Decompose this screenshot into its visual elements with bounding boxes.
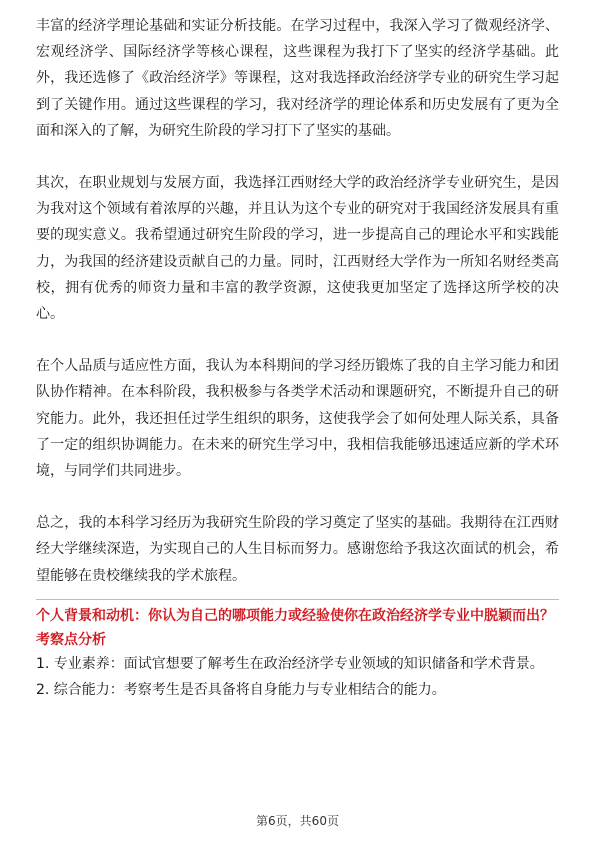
analysis-point-1: 1. 专业素养：面试官想要了解考生在政治经济学专业领域的知识储备和学术背景。 [36, 655, 544, 672]
page-content [36, 13, 559, 703]
analysis-heading: 考察点分析 [36, 631, 106, 648]
section-divider [36, 599, 559, 600]
body-paragraph-1: 丰富的经济学理论基础和实证分析技能。在学习过程中，我深入学习了微观经济学、宏观经济学、国际经济学等核心课程，这些课程为我打下了坚实的经济学基础。此外，我还选修了《政治经济学》等课程，这对我选择政治经济学专业的研究生学习起到了关键作用。通过这些课程的学习，我对经济学的理论体系和历史发展有了更为全面和深入的了解，为研究生阶段的学习打下了坚实的基础。 [36, 18, 559, 139]
body-paragraph-2: 其次，在职业规划与发展方面，我选择江西财经大学的政治经济学专业研究生，是因为我对这个领域有着浓厚的兴趣，并且认为这个专业的研究对于我国经济发展具有重要的现实意义。我希望通过研究生阶段的学习，进一步提高自己的理论水平和实践能力，为我国的经济建设贡献自己的力量。同时，江西财经大学作为一所知名财经类高校，拥有优秀的师资力量和丰富的教学资源，这使我更加坚定了选择这所学校的决心。 [36, 175, 559, 323]
analysis-point-2: 2. 综合能力：考察考生是否具备将自身能力与专业相结合的能力。 [36, 681, 446, 698]
paragraph-gap [36, 144, 559, 170]
paragraph-gap [36, 327, 559, 353]
body-paragraph-4: 总之，我的本科学习经历为我研究生阶段的学习奠定了坚实的基础。我期待在江西财经大学继续深造，为实现自己的人生目标而努力。感谢您给予我这次面试的机会，希望能够在贵校继续我的学术旅程。 [36, 515, 559, 584]
body-paragraph-3: 在个人品质与适应性方面，我认为本科期间的学习经历锻炼了我的自主学习能力和团队协作精神。在本科阶段，我积极参与各类学术活动和课题研究，不断提升自己的研究能力。此外，我还担任过学生组织的职务，这使我学会了如何处理人际关系，具备了一定的组织协调能力。在未来的研究生学习中，我相信我能够迅速适应新的学术环境，与同学们共同进步。 [36, 358, 559, 480]
page-number: 第6页，共60页 [256, 814, 339, 828]
interview-question: 个人背景和动机：你认为自己的哪项能力或经验使你在政治经济学专业中脱颖而出？ [36, 607, 554, 624]
paragraph-gap [36, 484, 559, 510]
